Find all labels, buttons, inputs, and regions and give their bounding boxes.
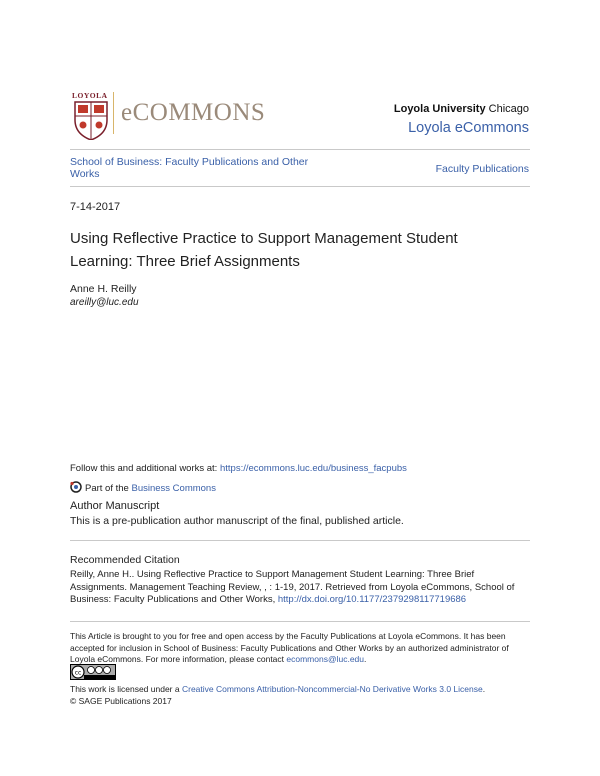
logo-divider [113, 92, 114, 134]
university-name-bold: Loyola University [393, 103, 486, 115]
manuscript-heading: Author Manuscript [70, 500, 160, 512]
logo-wordmark: LOYOLA [72, 91, 108, 100]
copyright-notice: © SAGE Publications 2017 [70, 696, 172, 706]
manuscript-text: This is a pre-publication author manuscript of the final, published article. [70, 515, 404, 527]
breadcrumb-collection-link[interactable]: School of Business: Faculty Publications and Other Works [70, 156, 309, 180]
doi-link[interactable]: http://dx.doi.org/10.1177/2379298117719686 [277, 594, 467, 605]
university-name-rest: Chicago [488, 103, 529, 115]
license-prefix: This work is licensed under a [70, 684, 182, 694]
citation-text [70, 569, 530, 607]
access-notice [70, 631, 530, 666]
divider [70, 186, 530, 187]
citation-body: Reilly, Anne H.. Using Reflective Practice to Support Management Student Learning: Three Brief Assignments. Management Teaching Review, , : 1-19, 2017. Retrieved from Loyola eCommons, School of Business: Faculty Publications and Other Works, [70, 569, 515, 605]
publication-date: 7-14-2017 [70, 201, 121, 213]
breadcrumb-category-link[interactable]: Faculty Publications [435, 163, 529, 175]
university-name[interactable] [394, 103, 529, 115]
business-commons-link[interactable]: Business Commons [131, 483, 216, 494]
network-icon [70, 481, 82, 493]
author-email: areilly@luc.edu [70, 297, 139, 308]
contact-email-link[interactable]: ecommons@luc.edu [286, 654, 364, 664]
part-of-label: Part of the [85, 483, 132, 494]
author-name: Anne H. Reilly [70, 283, 137, 295]
svg-text:cc: cc [74, 669, 82, 677]
notice-body: This Article is brought to you for free and open access by the Faculty Publications at Loyola eCommons. It has been accepted for inclusion in School of Business: Faculty Publications and Other Works by an authorized administrator of Loyola eCommons. For more information, please contact [70, 631, 509, 664]
creative-commons-badge-icon[interactable] [70, 664, 116, 680]
license-suffix: . [482, 684, 486, 694]
repository-link[interactable]: Loyola eCommons [408, 120, 529, 136]
loyola-shield-icon [72, 90, 116, 140]
citation-heading: Recommended Citation [70, 554, 180, 566]
part-of-line [70, 481, 216, 494]
notice-end: . [364, 654, 367, 664]
license-link[interactable]: Creative Commons Attribution-Noncommercial-No Derivative Works 3.0 License [181, 684, 483, 694]
article-title: Using Reflective Practice to Support Management Student Learning: Three Brief Assignments [70, 230, 458, 270]
follow-label: Follow this and additional works at: [70, 463, 220, 474]
collection-url-link[interactable]: https://ecommons.luc.edu/business_facpubs [219, 463, 407, 474]
divider [70, 149, 530, 150]
divider [70, 540, 530, 541]
follow-line [70, 463, 407, 474]
divider [70, 621, 530, 622]
license-line [70, 684, 530, 694]
ecommons-logo[interactable]: eCOMMONS [121, 99, 266, 126]
